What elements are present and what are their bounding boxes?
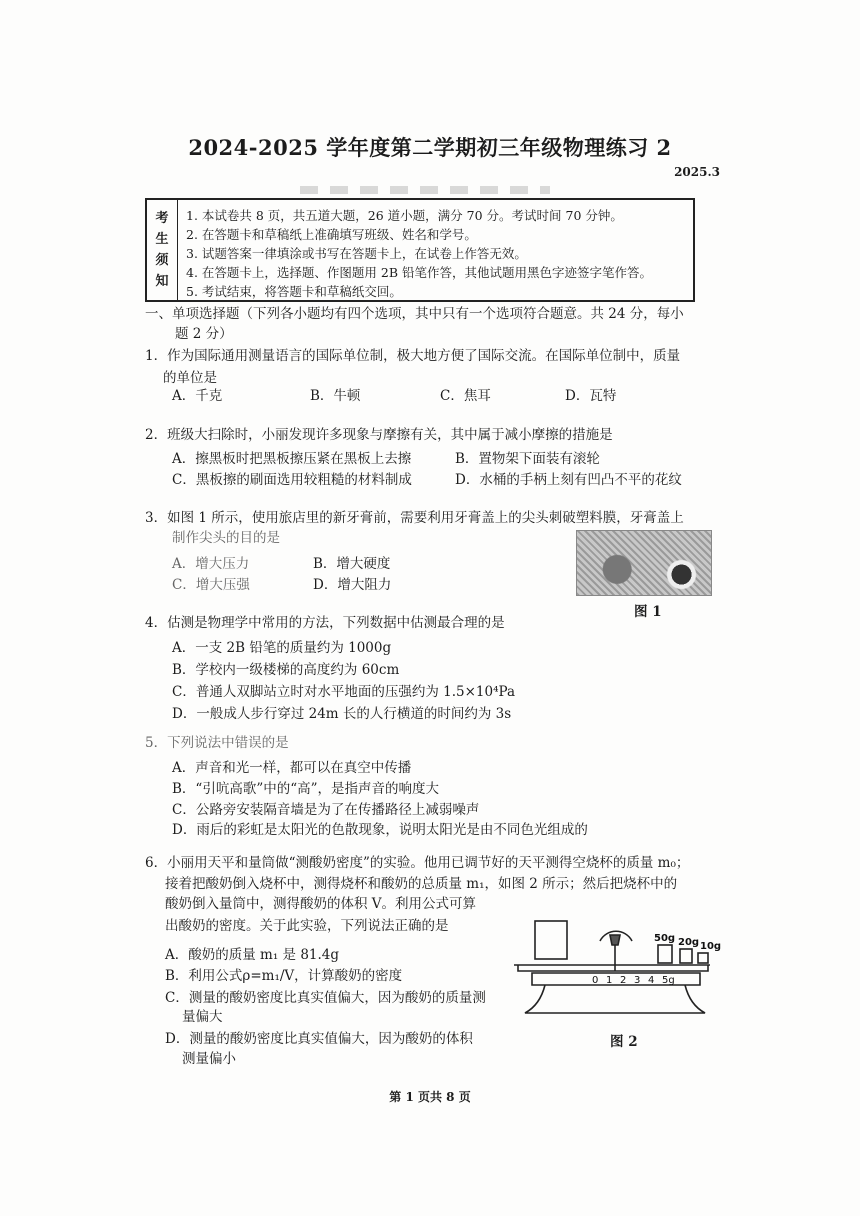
question-4-option-d: D．一般成人步行穿过 24m 长的人行横道的时间约为 3s (172, 706, 512, 722)
beaker-icon (535, 921, 567, 959)
question-5-stem: 5．下列说法中错误的是 (145, 735, 289, 751)
notice-item: 5. 考试结束，将答题卡和草稿纸交回。 (186, 284, 402, 299)
page-footer: 第 1 页共 8 页 (389, 1090, 471, 1104)
exam-date: 2025.3 (674, 165, 720, 179)
notice-item: 3. 试题答案一律填涂或书写在答题卡上，在试卷上作答无效。 (186, 246, 527, 261)
question-6-option-d-cont: 测量偏小 (182, 1051, 236, 1067)
weight-20g-icon (680, 949, 692, 963)
scale-tick: 2 (620, 975, 627, 986)
scale-tick: 3 (634, 975, 641, 986)
scan-smudge (300, 186, 550, 194)
question-1-stem: 1．作为国际通用测量语言的国际单位制，极大地方便了国际交流。在国际单位制中，质量 (145, 348, 681, 364)
question-1-option-a: A．千克 (172, 388, 223, 404)
page-title: 2024-2025 学年度第二学期初三年级物理练习 2 (188, 135, 672, 160)
weight-10g-icon (698, 953, 708, 963)
weight-20g-label: 20g (678, 937, 700, 948)
question-2-option-d: D．水桶的手柄上刻有凹凸不平的花纹 (455, 472, 682, 488)
scale-tick: 0 (592, 975, 599, 986)
notice-heading-char: 须 (155, 253, 169, 268)
notice-heading-char: 知 (155, 274, 169, 289)
question-2-option-a: A．擦黑板时把黑板擦压紧在黑板上去擦 (172, 451, 412, 467)
question-2-option-b: B．置物架下面装有滚轮 (455, 451, 600, 467)
question-6-option-c: C．测量的酸奶密度比真实值偏大，因为酸奶的质量测 (165, 990, 486, 1006)
question-5-option-a: A．声音和光一样，都可以在真空中传播 (172, 760, 412, 776)
question-2-option-c: C．黑板擦的刷面选用较粗糙的材料制成 (172, 472, 412, 488)
question-6-stem-cont: 接着把酸奶倒入烧杯中，测得烧杯和酸奶的总质量 m₁，如图 2 所示；然后把烧杯中的 (165, 876, 678, 892)
question-6-option-b: B．利用公式ρ=m₁/V，计算酸奶的密度 (165, 968, 403, 984)
question-6-option-a: A．酸奶的质量 m₁ 是 81.4g (165, 947, 340, 963)
section-heading: 一、单项选择题（下列各小题均有四个选项，其中只有一个选项符合题意。共 24 分，每小 (145, 306, 684, 322)
question-6-stem-cont: 出酸奶的密度。关于此实验，下列说法正确的是 (165, 918, 449, 934)
question-4-option-b: B．学校内一级楼梯的高度约为 60cm (172, 662, 400, 678)
notice-item: 2. 在答题卡和草稿纸上准确填写班级、姓名和学号。 (186, 227, 477, 242)
weight-50g-icon (658, 945, 672, 963)
notice-item: 4. 在答题卡上，选择题、作图题用 2B 铅笔作答，其他试题用黑色字迹签字笔作答。 (186, 265, 652, 280)
notice-item: 1. 本试卷共 8 页，共五道大题，26 道小题，满分 70 分。考试时间 70 分钟。 (186, 208, 623, 223)
weight-10g-label: 10g (700, 941, 722, 952)
notice-box (145, 198, 695, 302)
scale-tick: 1 (606, 975, 613, 986)
figure-1-toothpaste-photo (576, 530, 712, 596)
question-3-stem-cont: 制作尖头的目的是 (172, 530, 280, 546)
question-1-option-b: B．牛顿 (310, 388, 361, 404)
scale-tick: 5g (662, 975, 675, 986)
question-1-option-d: D．瓦特 (565, 388, 617, 404)
figure-2-label: 图 2 (610, 1034, 638, 1050)
question-5-option-b: B．“引吭高歌”中的“高”，是指声音的响度大 (172, 781, 440, 797)
question-3-option-d: D．增大阻力 (313, 577, 392, 593)
question-1-stem-cont: 的单位是 (163, 370, 217, 386)
question-6-option-d: D．测量的酸奶密度比真实值偏大，因为酸奶的体积 (165, 1031, 473, 1047)
notice-heading (147, 200, 178, 300)
notice-list (178, 200, 693, 300)
scale-tick: 4 (648, 975, 655, 986)
beam-scale (532, 973, 700, 985)
question-1-option-c: C．焦耳 (440, 388, 491, 404)
question-2-stem: 2．班级大扫除时，小丽发现许多现象与摩擦有关，其中属于减小摩擦的措施是 (145, 427, 613, 443)
question-3-option-c: C．增大压强 (172, 577, 250, 593)
notice-heading-char: 生 (155, 232, 169, 247)
notice-heading-char: 考 (155, 211, 169, 226)
question-4-stem: 4．估测是物理学中常用的方法，下列数据中估测最合理的是 (145, 615, 505, 631)
figure-2-balance-diagram (510, 915, 725, 1030)
question-6-option-c-cont: 量偏大 (182, 1009, 223, 1025)
question-6-stem: 6．小丽用天平和量筒做“测酸奶密度”的实验。他用已调节好的天平测得空烧杯的质量 m₀； (145, 855, 690, 871)
question-3-stem: 3．如图 1 所示，使用旅店里的新牙膏前，需要利用牙膏盖上的尖头刺破塑料膜，牙膏盖上 (145, 510, 684, 526)
question-4-option-c: C．普通人双脚站立时对水平地面的压强约为 1.5×10⁴Pa (172, 684, 516, 700)
figure-1-label: 图 1 (634, 604, 662, 620)
question-5-option-d: D．雨后的彩虹是太阳光的色散现象，说明太阳光是由不同色光组成的 (172, 822, 588, 838)
section-heading-cont: 题 2 分） (175, 326, 233, 342)
question-4-option-a: A．一支 2B 铅笔的质量约为 1000g (172, 640, 392, 656)
question-5-option-c: C．公路旁安装隔音墙是为了在传播路径上减弱噪声 (172, 802, 480, 818)
question-3-option-b: B．增大硬度 (313, 556, 391, 572)
question-3-option-a: A．增大压力 (172, 556, 250, 572)
weight-50g-label: 50g (654, 933, 676, 944)
question-6-stem-cont: 酸奶倒入量筒中，测得酸奶的体积 V。利用公式可算 (165, 896, 477, 912)
